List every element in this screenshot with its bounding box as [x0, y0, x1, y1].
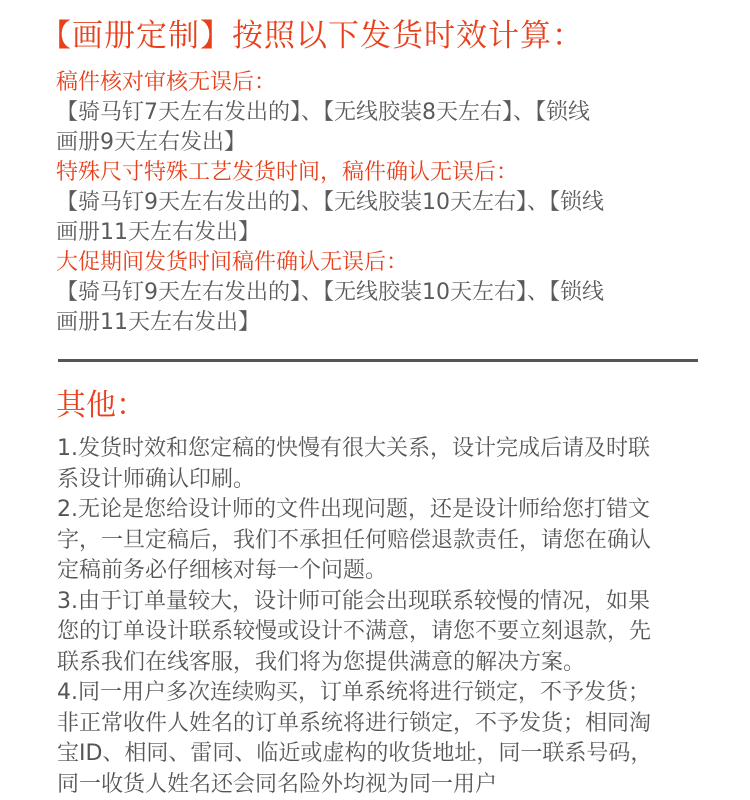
block-text-standard [56, 98, 696, 158]
note-line: 字，一旦定稿后，我们不承担任何赔偿退款责任，请您在确认 [57, 526, 707, 557]
block-heading-promotion: 大促期间发货时间稿件确认无误后： [56, 248, 696, 278]
note-line: 您的订单设计联系较慢或设计不满意，请您不要立刻退款，先 [57, 617, 707, 648]
other-section-title: 其他： [56, 386, 146, 426]
note-line: 系设计师确认印刷。 [57, 465, 707, 496]
block-line: 【骑马钉9天左右发出的】、【无线胶装10天左右】、【锁线 [56, 278, 696, 308]
block-line: 画册11天左右发出】 [56, 218, 696, 248]
block-heading-standard: 稿件核对审核无误后： [56, 68, 696, 98]
block-text-special [56, 188, 696, 248]
note-line: 定稿前务必仔细核对每一个问题。 [57, 556, 707, 587]
note-line: 非正常收件人姓名的订单系统将进行锁定，不予发货；相同淘 [57, 709, 707, 740]
block-line: 画册11天左右发出】 [56, 308, 696, 338]
shipping-time-section [56, 68, 696, 338]
note-line: 2.无论是您给设计师的文件出现问题，还是设计师给您打错文 [57, 495, 707, 526]
section-divider [58, 359, 698, 362]
note-line: 同一收货人姓名还会同名险外均视为同一用户 [57, 770, 707, 800]
note-line: 宝ID、相同、雷同、临近或虚构的收货地址，同一联系号码， [57, 739, 707, 770]
block-line: 【骑马钉7天左右发出的】、【无线胶装8天左右】、【锁线 [56, 98, 696, 128]
note-line: 1.发货时效和您定稿的快慢有很大关系，设计完成后请及时联 [57, 434, 707, 465]
note-line: 3.由于订单量较大，设计师可能会出现联系较慢的情况，如果 [57, 587, 707, 618]
block-line: 画册9天左右发出】 [56, 128, 696, 158]
note-line: 联系我们在线客服，我们将为您提供满意的解决方案。 [57, 648, 707, 679]
block-text-promotion [56, 278, 696, 338]
page-title: 【画册定制】按照以下发货时效计算： [40, 14, 584, 58]
other-notes [57, 434, 707, 800]
block-heading-special: 特殊尺寸特殊工艺发货时间，稿件确认无误后： [56, 158, 696, 188]
note-line: 4.同一用户多次连续购买，订单系统将进行锁定，不予发货； [57, 678, 707, 709]
block-line: 【骑马钉9天左右发出的】、【无线胶装10天左右】、【锁线 [56, 188, 696, 218]
